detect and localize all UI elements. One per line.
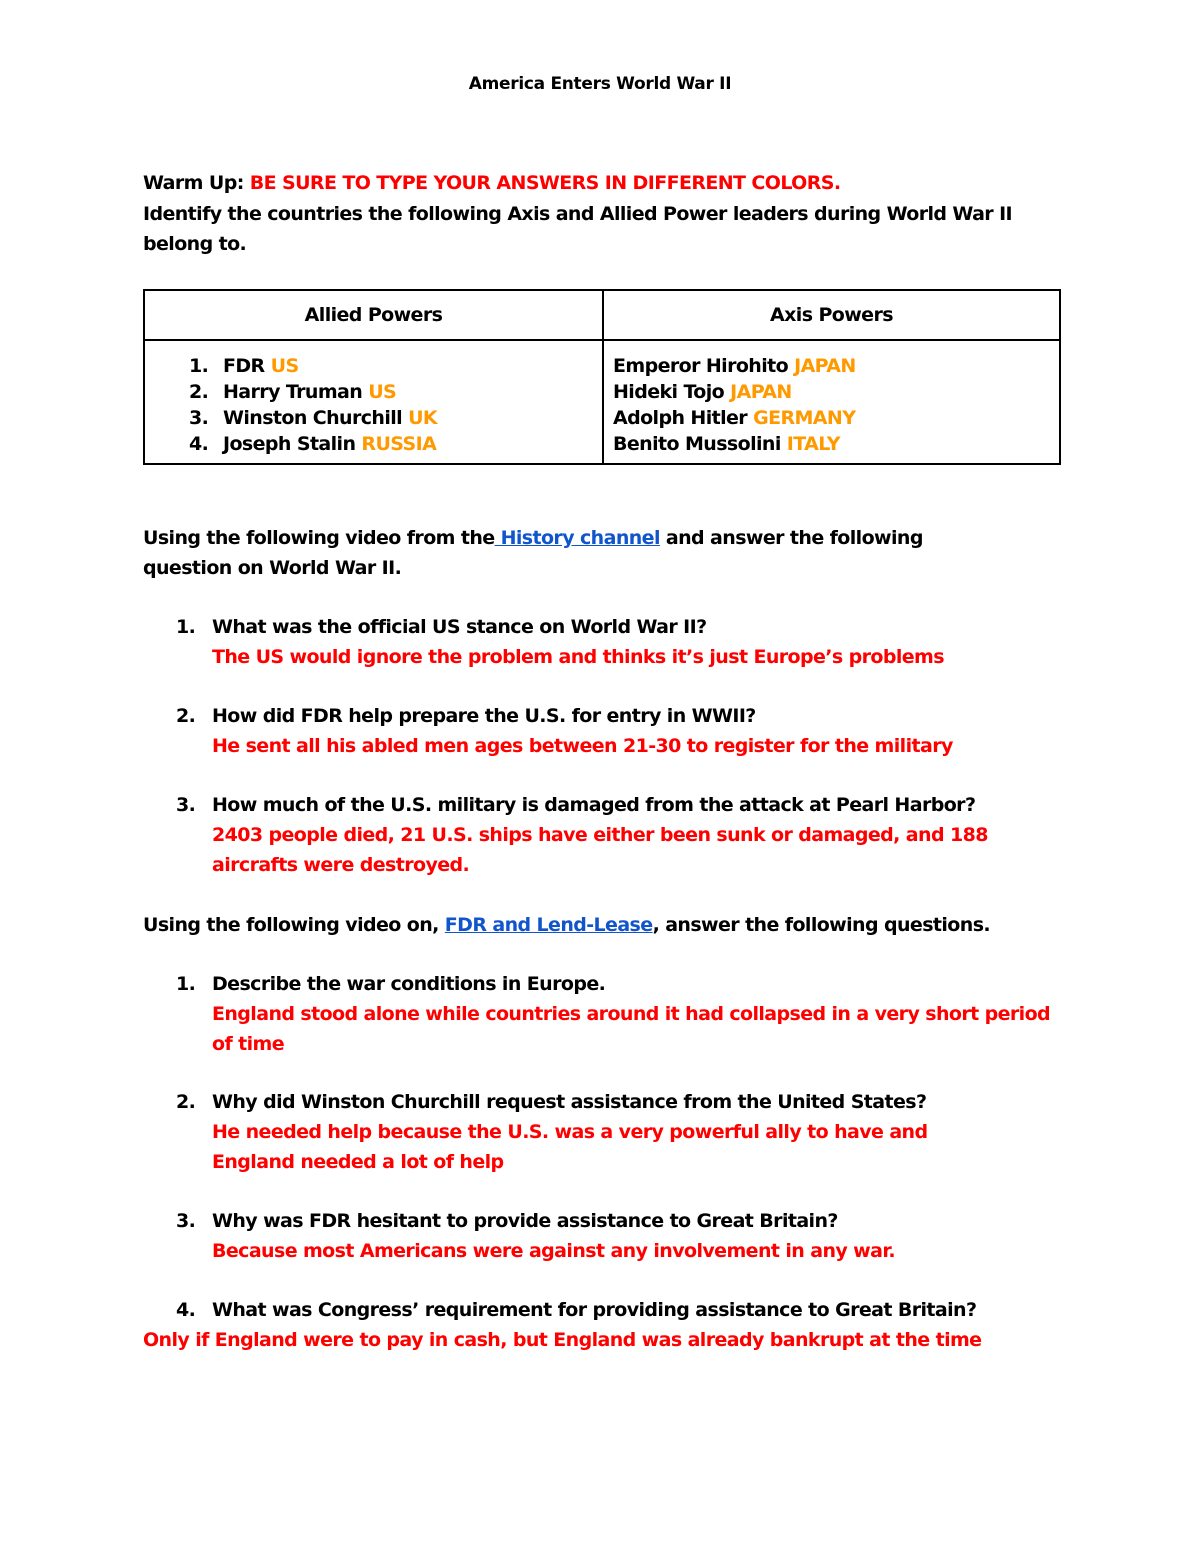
warmup-prompt-line2: belong to. <box>143 233 247 255</box>
country-answer: US <box>270 355 299 377</box>
country-answer: US <box>368 381 397 403</box>
section1-intro: Using the following video from the History channel and answer the following <box>143 527 923 549</box>
allied-header: Allied Powers <box>144 290 603 340</box>
fdr-lend-lease-link[interactable]: FDR and Lend-Lease <box>444 914 653 936</box>
question: 2. Why did Winston Churchill request assistance from the United States? <box>176 1091 927 1113</box>
question: 4. What was Congress’ requirement for providing assistance to Great Britain? <box>176 1299 977 1321</box>
country-answer: JAPAN <box>730 381 792 403</box>
history-channel-link[interactable]: History channel <box>494 527 660 549</box>
country-answer: JAPAN <box>794 355 856 377</box>
allied-item: 3. Winston Churchill UK <box>189 407 438 429</box>
axis-item: Benito Mussolini ITALY <box>613 433 840 455</box>
answer: He sent all his abled men ages between 21-30 to register for the military <box>212 735 953 757</box>
axis-cell <box>603 340 1060 464</box>
country-answer: ITALY <box>786 433 840 455</box>
question: 2. How did FDR help prepare the U.S. for entry in WWII? <box>176 705 756 727</box>
axis-header: Axis Powers <box>603 290 1060 340</box>
allied-item: 4. Joseph Stalin RUSSIA <box>189 433 437 455</box>
warmup-instruction: BE SURE TO TYPE YOUR ANSWERS IN DIFFERENT COLORS. <box>249 172 841 194</box>
powers-table <box>143 289 1061 465</box>
country-answer: GERMANY <box>753 407 856 429</box>
warmup-line <box>143 168 840 198</box>
axis-item: Hideki Tojo JAPAN <box>613 381 792 403</box>
warmup-prompt-line1: Identify the countries the following Axis and Allied Power leaders during World War II <box>143 203 1013 225</box>
question: 1. What was the official US stance on World War II? <box>176 616 707 638</box>
country-answer: UK <box>408 407 438 429</box>
country-answer: RUSSIA <box>361 433 437 455</box>
answer: Because most Americans were against any involvement in any war. <box>212 1240 896 1262</box>
answer: The US would ignore the problem and thinks it’s just Europe’s problems <box>212 646 944 668</box>
allied-cell <box>144 340 603 464</box>
allied-list <box>145 353 602 457</box>
section2-intro: Using the following video on, FDR and Lend-Lease, answer the following questions. <box>143 914 991 936</box>
answer: 2403 people died, 21 U.S. ships have either been sunk or damaged, and 188 aircrafts were destroyed. <box>212 824 988 876</box>
axis-list <box>604 353 1059 457</box>
question: 3. How much of the U.S. military is damaged from the attack at Pearl Harbor? <box>176 794 976 816</box>
question: 3. Why was FDR hesitant to provide assistance to Great Britain? <box>176 1210 838 1232</box>
answer: Only if England were to pay in cash, but England was already bankrupt at the time <box>143 1329 982 1351</box>
axis-item: Adolph Hitler GERMANY <box>613 407 856 429</box>
allied-item: 2. Harry Truman US <box>189 381 397 403</box>
answer: He needed help because the U.S. was a very powerful ally to have and England needed a lot of help <box>212 1121 928 1173</box>
question: 1. Describe the war conditions in Europe. <box>176 973 606 995</box>
warmup-label: Warm Up: <box>143 172 250 194</box>
axis-item: Emperor Hirohito JAPAN <box>613 355 856 377</box>
allied-item: 1. FDR US <box>189 355 299 377</box>
answer: England stood alone while countries around it had collapsed in a very short period of time <box>212 1003 1051 1055</box>
page-title: America Enters World War II <box>468 74 732 94</box>
section1-intro-line2: question on World War II. <box>143 557 402 579</box>
